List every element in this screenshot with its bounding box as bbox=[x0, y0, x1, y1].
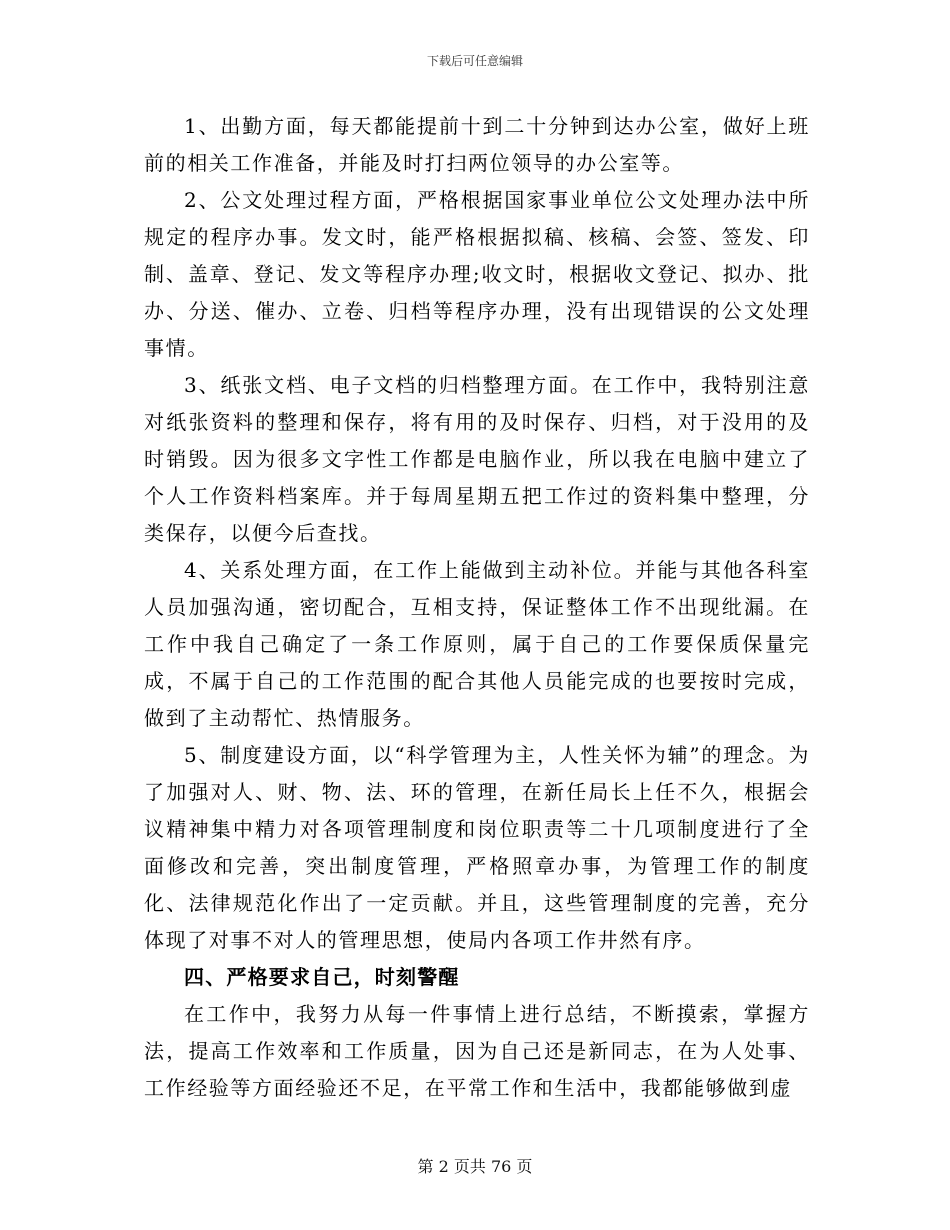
paragraph-relationships: 4、关系处理方面，在工作上能做到主动补位。并能与其他各科室人员加强沟通，密切配合，互相支持，保证整体工作不出现纰漏。在工作中我自己确定了一条工作原则，属于自己的工作要保质保量完成，不属于自己的工作范围的配合其他人员能完成的也要按时完成，做到了主动帮忙、热情服务。 bbox=[144, 558, 810, 730]
paragraph-self-discipline: 在工作中，我努力从每一件事情上进行总结，不断摸索，掌握方法，提高工作效率和工作质量，因为自己还是新同志，在为人处事、工作经验等方面经验还不足，在平常工作和生活中，我都能够做到虚 bbox=[144, 1002, 810, 1100]
paragraph-system-building: 5、制度建设方面，以“科学管理为主，人性关怀为辅”的理念。为了加强对人、财、物、法、环的管理，在新任局长上任不久，根据会议精神集中精力对各项管理制度和岗位职责等二十几项制度进行了全面修改和完善，突出制度管理，严格照章办事，为管理工作的制度化、法律规范化作出了一定贡献。并且，这些管理制度的完善，充分体现了对事不对人的管理思想，使局内各项工作井然有序。 bbox=[144, 743, 810, 952]
document-body bbox=[144, 108, 810, 1107]
section-heading: 四、严格要求自己，时刻警醒 bbox=[184, 965, 460, 989]
paragraph-attendance: 1、出勤方面，每天都能提前十到二十分钟到达办公室，做好上班前的相关工作准备，并能及时打扫两位领导的办公室等。 bbox=[144, 114, 810, 175]
header-note: 下载后可任意编辑 bbox=[426, 54, 523, 68]
paragraph-document-processing: 2、公文处理过程方面，严格根据国家事业单位公文处理办法中所规定的程序办事。发文时，能严格根据拟稿、核稿、会签、签发、印制、盖章、登记、发文等程序办理;收文时，根据收文登记、拟办、批办、分送、催办、立卷、归档等程序办理，没有出现错误的公文处理事情。 bbox=[144, 188, 810, 360]
page-number: 第 2 页共 76 页 bbox=[417, 1157, 533, 1176]
paragraph-archiving: 3、纸张文档、电子文档的归档整理方面。在工作中，我特别注意对纸张资料的整理和保存，将有用的及时保存、归档，对于没用的及时销毁。因为很多文字性工作都是电脑作业，所以我在电脑中建立了个人工作资料档案库。并于每周星期五把工作过的资料集中整理，分类保存，以便今后查找。 bbox=[144, 373, 810, 545]
